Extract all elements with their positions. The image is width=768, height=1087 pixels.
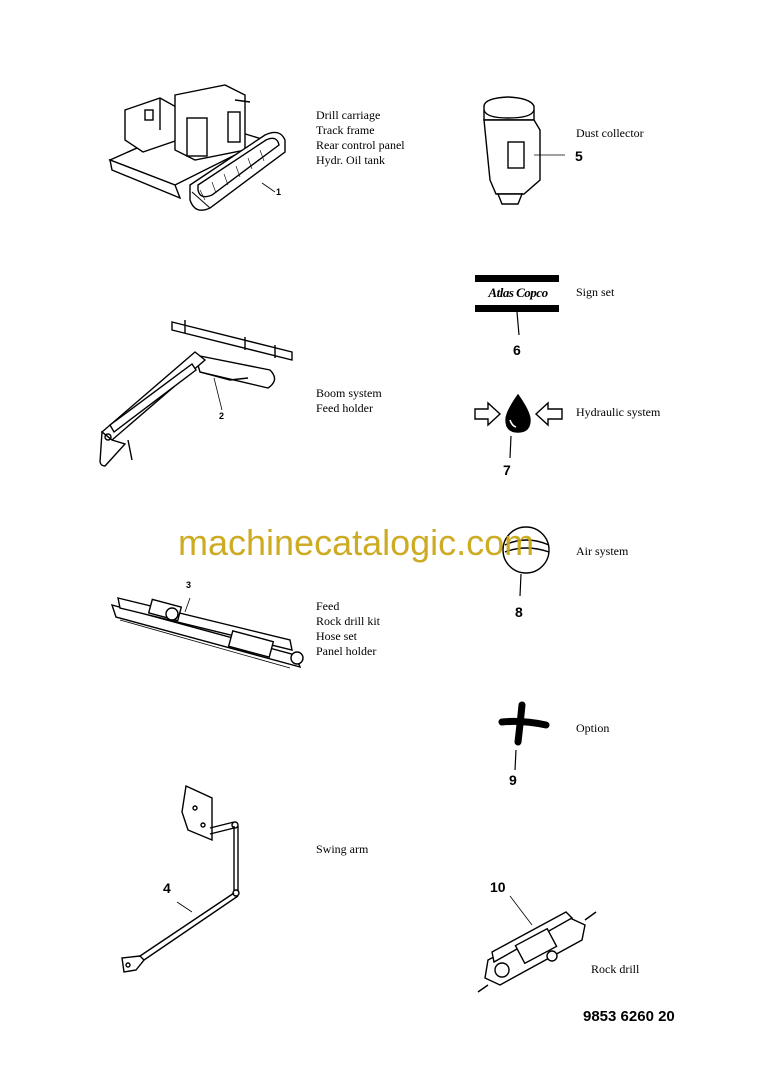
dust-collector-illustration — [484, 97, 565, 204]
callout-6: 6 — [513, 342, 521, 358]
callout-2: 2 — [219, 411, 225, 421]
callout-9: 9 — [509, 772, 517, 788]
sign-set-illustration — [475, 275, 559, 335]
item-label: Boom system — [316, 386, 382, 400]
item-4-labels — [316, 842, 368, 857]
callout-1: 1 — [276, 187, 282, 197]
item-label: Hose set — [316, 629, 357, 643]
item-3-labels — [316, 599, 380, 659]
feed-illustration — [112, 598, 303, 668]
rock-drill-illustration — [478, 896, 596, 992]
item-label: Panel holder — [316, 644, 377, 658]
item-8-labels — [576, 544, 628, 559]
item-label: Feed holder — [316, 401, 373, 415]
callout-7: 7 — [503, 462, 511, 478]
item-label: Rear control panel — [316, 138, 405, 152]
item-label: Air system — [576, 544, 629, 558]
item-6-labels — [576, 285, 614, 300]
watermark: machinecatalogic.com — [178, 522, 535, 563]
option-plus-icon — [502, 705, 546, 770]
item-label: Dust collector — [576, 126, 644, 140]
callout-5: 5 — [575, 148, 583, 164]
item-label: Option — [576, 721, 610, 735]
boom-system-illustration — [100, 320, 292, 466]
item-label: Drill carriage — [316, 108, 381, 122]
item-label: Feed — [316, 599, 340, 613]
drill-carriage-illustration — [110, 85, 285, 210]
item-7-labels — [576, 405, 660, 420]
callout-10: 10 — [490, 879, 506, 895]
document-number: 9853 6260 20 — [583, 1008, 675, 1025]
callout-8: 8 — [515, 604, 523, 620]
callout-3: 3 — [186, 580, 192, 590]
item-label: Hydr. Oil tank — [316, 153, 385, 167]
item-1-labels — [316, 108, 405, 168]
item-label: Hydraulic system — [576, 405, 661, 419]
hydraulic-drop-icon — [475, 395, 562, 458]
item-10-labels — [591, 962, 639, 977]
item-label: Track frame — [316, 123, 375, 137]
item-label: Sign set — [576, 285, 615, 299]
item-2-labels — [316, 386, 382, 416]
item-9-labels — [576, 721, 609, 736]
callout-4: 4 — [163, 880, 171, 896]
item-5-labels — [576, 126, 644, 141]
item-label: Rock drill kit — [316, 614, 380, 628]
item-label: Rock drill — [591, 962, 640, 976]
swing-arm-illustration — [122, 786, 239, 972]
atlas-copco-logo: Atlas Copco — [488, 285, 548, 300]
item-label: Swing arm — [316, 842, 369, 856]
